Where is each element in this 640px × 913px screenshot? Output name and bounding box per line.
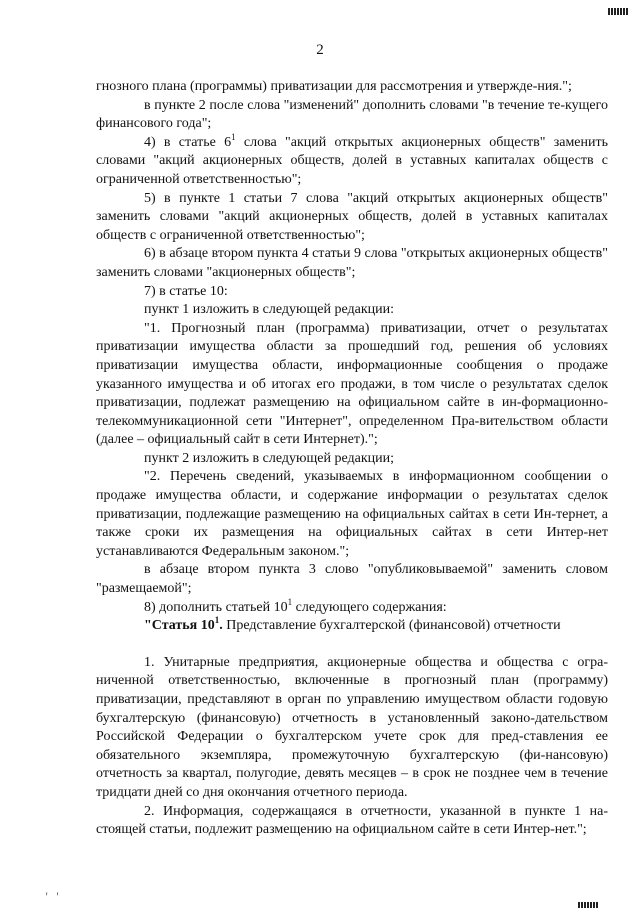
paragraph: 2. Информация, содержащаяся в отчетности, указанной в пункте 1 на-стоящей статьи, подлежит размещению на официальном сайте в сети Интер-нет.";: [96, 803, 608, 838]
paragraph: 7) в статье 10:: [144, 283, 228, 299]
paragraph: в абзаце втором пункта 3 слово "опубликовываемой" заменить словом "размещаемой";: [96, 562, 608, 597]
document-body: [96, 78, 608, 840]
paragraph: гнозного плана (программы) приватизации для рассмотрения и утвержде-ния.";: [96, 79, 572, 94]
paragraph: "1. Прогнозный план (программа) приватизации, отчет о результатах приватизации имущества области за прошедший год, решения об условиях приватизации имущества области, информационные сообщения о продаже указанного имущества и об итогах его продажи, в том числе о результатах сделок приватизации, подлежат размещению на официальном сайте в ин-формационно-телекоммуникационной сети "Интернет", определенном Пра-вительством области (далее – официальный сайт в сети Интернет).";: [96, 320, 608, 448]
paragraph: 4) в статье $6^1$ слова "акций открытых акционерных обществ" заменить словами "акций акционерных обществ, долей в уставных капиталах обществ с ограниченной ответственностью";: [96, 131, 609, 187]
paragraph: 1. Унитарные предприятия, акционерные общества и общества с огра-ниченной ответственностью, включенные в прогнозный план (программу) приватизации, представляют в орган по управлению имуществом области годовую бухгалтерскую (финансовую) отчетность в установленный законо-дательством Российской Федерации о бухгалтерском учете срок для пред-ставления ее обязательного экземпляра, промежуточную бухгалтерскую (фи-нансовую) отчетность за квартал, полугодие, девять месяцев – в срок не позднее чем в течение тридцати дней со дня окончания отчетного периода.: [96, 654, 608, 800]
paragraph: 6) в абзаце втором пункта 4 статьи 9 слова "открытых акционерных обществ" заменить словами "акционерных обществ";: [96, 246, 608, 280]
paragraph: в пункте 2 после слова "изменений" дополнить словами "в течение те-кущего финансового года";: [96, 97, 608, 132]
article-heading-bold: "Статья $10^1$.: [144, 615, 223, 634]
article-heading: "Статья $10^1$. Представление бухгалтерской (финансовой) отчетности: [144, 615, 561, 634]
scan-margin-mark: ' ': [44, 892, 61, 902]
paragraph: 5) в пункте 1 статьи 7 слова "акций открытых акционерных обществ" заменить словами "акций акционерных обществ, долей в уставных капиталах обществ с ограниченной ответственностью";: [96, 190, 608, 243]
paragraph: пункт 1 изложить в следующей редакции:: [144, 302, 394, 318]
paragraph: пункт 2 изложить в следующей редакции;: [144, 450, 394, 466]
paragraph: 8) дополнить статьей $10^1$ следующего содержания:: [144, 596, 447, 615]
scan-barcode-mark: [608, 2, 636, 9]
paragraph: "2. Перечень сведений, указываемых в информационном сообщении о продаже имущества области, и содержание информации о результатах сделок приватизации, подлежащие размещению на официальных сайтах в сети Ин-тернет, а также сроки их размещения на официальных сайтах в сети Интер-нет устанавливаются Федеральным законом.";: [96, 469, 608, 559]
page-number: 2: [316, 42, 324, 58]
scan-barcode-mark-bottom: [578, 895, 604, 901]
